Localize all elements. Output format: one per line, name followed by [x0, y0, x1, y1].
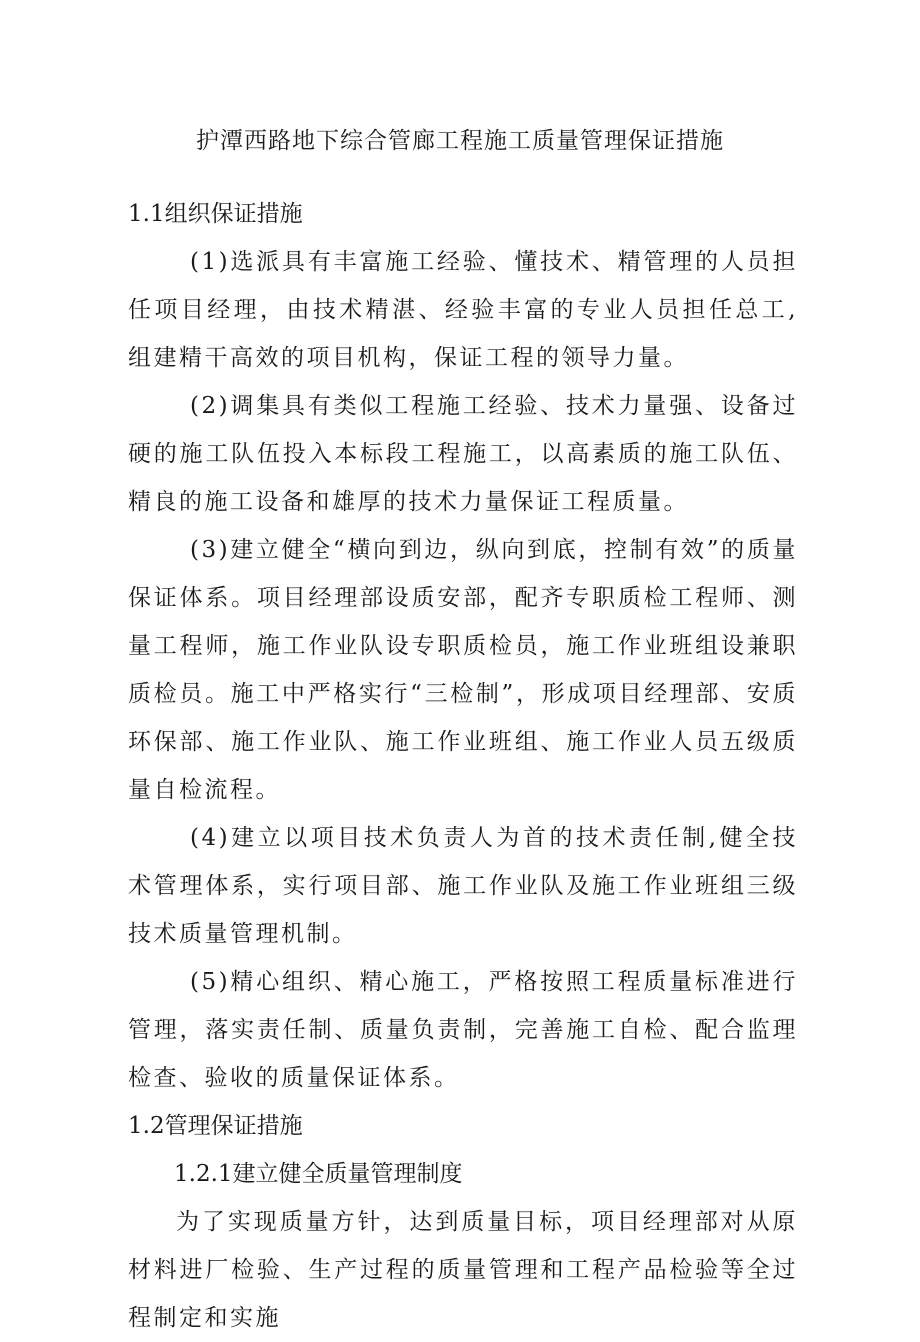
paragraph-5: (5)精心组织、精心施工，严格按照工程质量标准进行管理，落实责任制、质量负责制，完善施工自检、配合监理检查、验收的质量保证体系。: [128, 969, 798, 1091]
section-heading-1-2: 1.2管理保证措施: [128, 1113, 303, 1139]
document-body: [128, 190, 798, 1342]
subsection-heading-1-2-1: 1.2.1建立健全质量管理制度: [174, 1161, 463, 1187]
paragraph-4: (4)建立以项目技术负责人为首的技术责任制,健全技术管理体系，实行项目部、施工作业队及施工作业班组三级技术质量管理机制。: [128, 825, 798, 947]
paragraph-2: (2)调集具有类似工程施工经验、技术力量强、设备过硬的施工队伍投入本标段工程施工，以高素质的施工队伍、精良的施工设备和雄厚的技术力量保证工程质量。: [128, 393, 798, 515]
section-heading-1-1: 1.1组织保证措施: [128, 201, 303, 227]
paragraph-6: 为了实现质量方针，达到质量目标，项目经理部对从原材料进厂检验、生产过程的质量管理和工程产品检验等全过程制定和实施: [128, 1209, 798, 1331]
paragraph-3: (3)建立健全“横向到边，纵向到底，控制有效”的质量保证体系。项目经理部设质安部，配齐专职质检工程师、测量工程师，施工作业队设专职质检员，施工作业班组设兼职质检员。施工中严格实行“三检制”，形成项目经理部、安质环保部、施工作业队、施工作业班组、施工作业人员五级质量自检流程。: [128, 537, 798, 803]
document-title: 护潭西路地下综合管廊工程施工质量管理保证措施: [196, 128, 724, 154]
paragraph-1: (1)选派具有丰富施工经验、懂技术、精管理的人员担任项目经理，由技术精湛、经验丰富的专业人员担任总工,组建精干高效的项目机构，保证工程的领导力量。: [128, 249, 798, 371]
